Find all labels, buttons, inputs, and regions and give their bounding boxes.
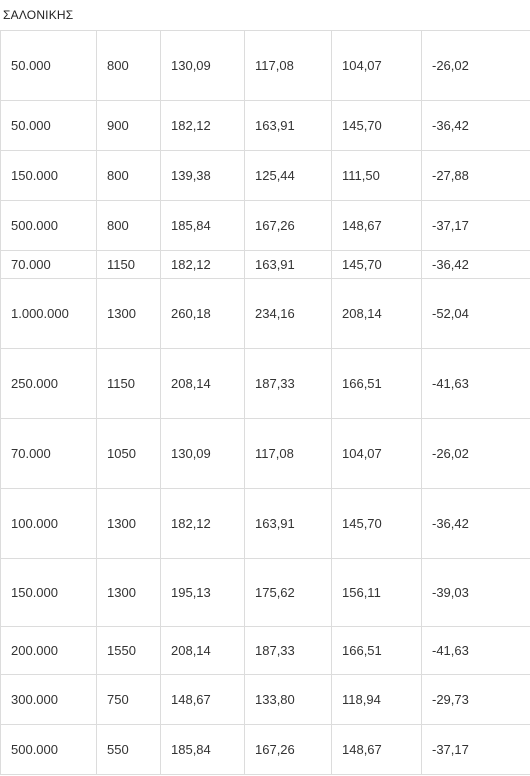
table-cell-c1: 70.000 bbox=[1, 250, 97, 278]
table-cell-c5: 118,94 bbox=[332, 674, 422, 724]
table-row bbox=[0, 418, 530, 488]
table-cell-c3: 182,12 bbox=[161, 250, 245, 278]
table-cell-c3: 130,09 bbox=[161, 30, 245, 100]
table-cell-c4: 167,26 bbox=[245, 200, 332, 250]
table-cell-c6: -26,02 bbox=[422, 30, 530, 100]
table-cell-c2: 800 bbox=[97, 200, 161, 250]
table-cell-c1: 300.000 bbox=[1, 674, 97, 724]
table-row bbox=[0, 626, 530, 674]
table-cell-c2: 900 bbox=[97, 100, 161, 150]
table-row bbox=[0, 100, 530, 150]
table-cell-c3: 208,14 bbox=[161, 348, 245, 418]
table-cell-c6: -29,73 bbox=[422, 674, 530, 724]
table-cell-c6: -36,42 bbox=[422, 488, 530, 558]
table-cell-c3: 130,09 bbox=[161, 418, 245, 488]
table-cell-c4: 163,91 bbox=[245, 250, 332, 278]
table-cell-c1: 100.000 bbox=[1, 488, 97, 558]
table-cell-c4: 163,91 bbox=[245, 100, 332, 150]
table-cell-c2: 550 bbox=[97, 724, 161, 774]
table-cell-c1: 500.000 bbox=[1, 200, 97, 250]
table-cell-c5: 166,51 bbox=[332, 348, 422, 418]
table-cell-c5: 145,70 bbox=[332, 250, 422, 278]
table-cell-c6: -26,02 bbox=[422, 418, 530, 488]
table-cell-c6: -36,42 bbox=[422, 250, 530, 278]
table-cell-c1: 70.000 bbox=[1, 418, 97, 488]
table-cell-c5: 145,70 bbox=[332, 100, 422, 150]
table-cell-c5: 156,11 bbox=[332, 558, 422, 626]
table-cell-c4: 163,91 bbox=[245, 488, 332, 558]
table-cell-c4: 117,08 bbox=[245, 418, 332, 488]
table-cell-c3: 182,12 bbox=[161, 100, 245, 150]
table-cell-c2: 1150 bbox=[97, 348, 161, 418]
table-row bbox=[0, 278, 530, 348]
table-cell-c2: 800 bbox=[97, 30, 161, 100]
table-cell-c1: 150.000 bbox=[1, 558, 97, 626]
table-cell-c1: 200.000 bbox=[1, 626, 97, 674]
table-cell-c4: 175,62 bbox=[245, 558, 332, 626]
table-cell-c3: 185,84 bbox=[161, 724, 245, 774]
table-cell-c2: 1300 bbox=[97, 558, 161, 626]
table-row bbox=[0, 674, 530, 724]
table-cell-c3: 208,14 bbox=[161, 626, 245, 674]
table-cell-c6: -37,17 bbox=[422, 724, 530, 774]
table-cell-c1: 250.000 bbox=[1, 348, 97, 418]
table-cell-c5: 104,07 bbox=[332, 30, 422, 100]
table-row bbox=[0, 348, 530, 418]
table-cell-c6: -52,04 bbox=[422, 278, 530, 348]
table-cell-c3: 148,67 bbox=[161, 674, 245, 724]
table-cell-c3: 139,38 bbox=[161, 150, 245, 200]
table-row bbox=[0, 200, 530, 250]
table-cell-c4: 117,08 bbox=[245, 30, 332, 100]
table-cell-c4: 187,33 bbox=[245, 348, 332, 418]
table-row bbox=[0, 250, 530, 278]
table-cell-c3: 182,12 bbox=[161, 488, 245, 558]
table-cell-c5: 111,50 bbox=[332, 150, 422, 200]
region-title: ΣΑΛΟΝΙΚΗΣ bbox=[0, 0, 530, 30]
table-cell-c3: 185,84 bbox=[161, 200, 245, 250]
table-cell-c2: 800 bbox=[97, 150, 161, 200]
table-row bbox=[0, 724, 530, 774]
table-cell-c3: 260,18 bbox=[161, 278, 245, 348]
table-cell-c5: 148,67 bbox=[332, 724, 422, 774]
table-cell-c6: -36,42 bbox=[422, 100, 530, 150]
table-cell-c2: 1050 bbox=[97, 418, 161, 488]
table-cell-c1: 1.000.000 bbox=[1, 278, 97, 348]
table-cell-c4: 234,16 bbox=[245, 278, 332, 348]
table-row bbox=[0, 488, 530, 558]
table-cell-c4: 187,33 bbox=[245, 626, 332, 674]
table-cell-c2: 1300 bbox=[97, 488, 161, 558]
table-cell-c5: 145,70 bbox=[332, 488, 422, 558]
table-cell-c6: -27,88 bbox=[422, 150, 530, 200]
table-cell-c6: -41,63 bbox=[422, 348, 530, 418]
table-cell-c4: 133,80 bbox=[245, 674, 332, 724]
table-row bbox=[0, 30, 530, 100]
table-cell-c5: 148,67 bbox=[332, 200, 422, 250]
table-cell-c2: 1150 bbox=[97, 250, 161, 278]
table-cell-c4: 167,26 bbox=[245, 724, 332, 774]
table-cell-c6: -37,17 bbox=[422, 200, 530, 250]
table-cell-c1: 500.000 bbox=[1, 724, 97, 774]
region-header-row bbox=[0, 0, 530, 30]
table-row bbox=[0, 558, 530, 626]
table-cell-c6: -39,03 bbox=[422, 558, 530, 626]
table-cell-c1: 50.000 bbox=[1, 100, 97, 150]
table-cell-c6: -41,63 bbox=[422, 626, 530, 674]
table-cell-c1: 150.000 bbox=[1, 150, 97, 200]
table-cell-c2: 1300 bbox=[97, 278, 161, 348]
table-cell-c4: 125,44 bbox=[245, 150, 332, 200]
table-cell-c5: 166,51 bbox=[332, 626, 422, 674]
table-cell-c5: 208,14 bbox=[332, 278, 422, 348]
table-cell-c1: 50.000 bbox=[1, 30, 97, 100]
table-row bbox=[0, 150, 530, 200]
table-cell-c3: 195,13 bbox=[161, 558, 245, 626]
table-cell-c2: 1550 bbox=[97, 626, 161, 674]
table-cell-c2: 750 bbox=[97, 674, 161, 724]
table-cell-c5: 104,07 bbox=[332, 418, 422, 488]
